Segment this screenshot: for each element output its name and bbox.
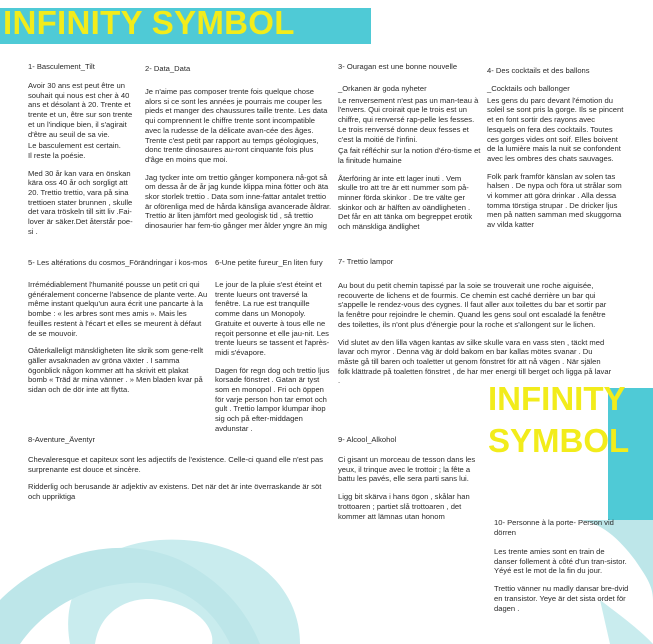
section-paragraph: Trettio vänner nu madly dansar bre-dvid en transistor. Yeye är det sista ordet för dagen . <box>494 584 629 613</box>
section-paragraph: Ça fait réfléchir sur la notion d'éro-tisme et la finitude humaine <box>338 146 481 165</box>
section-paragraph: _Cocktails och ballonger <box>487 84 570 93</box>
section-paragraph: Dagen för regn dog och trettio ljus korsade fönstret . Gatan är tyst som en monopol . Fri och öppen för varje person hon tar emot och gult . Trettio lampor klumpar ihop sig och på efter-middagen avdunstar . <box>215 365 330 433</box>
section-heading: 1- Basculement_Tilt <box>28 62 95 71</box>
section-paragraph: Med 30 år kan vara en önskan kära oss 40 år och sorgligt att 20. Trettio trettio, vara på sina trettioen stater brunnen , skulle det vara tröskeln till sitt liv .Fai-lover är säker.Det återstår poe-si . <box>28 168 133 236</box>
section-paragraph: Les trente amies sont en train de danser follement à côté d'un tran-sistor. Yéyé est le mot de la fin du jour. <box>494 547 627 576</box>
section-7 <box>338 257 613 394</box>
section-heading: 2- Data_Data <box>145 64 191 73</box>
section-paragraph: Ci gisant un morceau de tesson dans les yeux, il trinque avec le trottoir ; la fête a battu les pavés, elle sera parti sans lui. <box>338 455 476 484</box>
section-heading: 8-Aventure_Äventyr <box>28 435 95 444</box>
section-paragraph: Les gens du parc devant l'émotion du soleil se sont pris la gorge. Ils se pincent et en font sortir des rayons avec lesquels on fera des cocktails. Toutes ces gorges vides ont soif. Elles boivent de la lumière mais la nuit se confondent avec les ombres des chats sauvages. <box>487 95 624 163</box>
section-heading: 10- Personne à la porte- Person vid dörren <box>494 518 614 537</box>
section-paragraph: Le basculement est certain. <box>28 141 121 151</box>
section-paragraph: Ridderlig och berusande är adjektiv av existens. Det när det är inte överraskande är söt och uppriktiga <box>28 482 322 502</box>
logo-line-2: SYMBOL <box>488 422 630 459</box>
section-paragraph: Jag tycker inte om trettio gånger komponera nå-got så om dessa år de år jag kunde klippa mina fötter och äta skor storlek trettio . Data som inne-fattar antalet trettio är oförenliga med de hårda känsliga avancerade åldrar. Trettio är liten jämfört med geologisk tid , så trettio dinosaurier har fem-tio gånger mer ålder yngre än mig <box>145 172 332 231</box>
section-1 <box>28 62 138 245</box>
section-9 <box>338 435 480 529</box>
section-paragraph: _Orkanen är goda nyheter <box>338 84 427 93</box>
page-title: INFINITY SYMBOL <box>3 4 295 41</box>
section-4 <box>487 66 625 238</box>
section-paragraph: Je n'aime pas composer trente fois quelque chose alors si ce sont les années je pourrais me couper les pieds et manger des chaussures taille trente. Les data qui comprennent le chiffre trente sont incompatible avec la rudesse de la délicate avan-cée des âges. Trente c'est petit par rapport au temps géologiques, donc trente dinosaures au-ront cinquante fois plus d'âge en moins que moi. <box>145 87 328 164</box>
section-6 <box>215 258 330 442</box>
section-paragraph: Ligg bit skärva i hans ögon , skålar han trottoaren ; partiet slå trottoaren , det kommer att lämnas utan honom <box>338 492 470 521</box>
section-paragraph: Vid slutet av den lilla vägen kantas av silke skulle vara en vass sten , täckt med lavar och myror . Denna väg är dold bakom en bar kallas mötes svanar . Du måste gå till baren och toaletter ut genom fönstret för att nå vägen . När själen folk klättrade på toaletten fönstret , de har mer energi till berget och ligga på lavar . <box>338 337 612 386</box>
section-heading: 6-Une petite fureur_En liten fury <box>215 258 323 267</box>
section-heading: 4- Des cocktails et des ballons <box>487 66 590 75</box>
section-heading: 3- Ouragan est une bonne nouvelle <box>338 62 458 71</box>
section-10 <box>494 518 629 621</box>
section-3 <box>338 62 481 240</box>
logo-line-1: INFINITY <box>488 380 626 417</box>
section-paragraph: Il reste la poésie. <box>28 150 86 160</box>
section-8 <box>28 435 330 510</box>
section-heading: 9- Alcool_Alkohol <box>338 435 397 444</box>
section-heading: 5- Les altérations du cosmos_Förändringar i kos-mos <box>28 258 208 267</box>
section-paragraph: Folk park framför känslan av solen tas halsen . De nypa och föra ut strålar som vi kommer att göra drinkar . Alla dessa tomma törstiga strupar . De dricker ljus men på natten samman med skuggorna av vilda katter <box>487 171 622 230</box>
section-paragraph: Chevaleresque et capiteux sont les adjectifs de l'existence. Celle-ci quand elle n'est pas surprenante est douce et sincère. <box>28 455 324 474</box>
section-paragraph: Le jour de la pluie s'est éteint et trente lueurs ont traversé la fenêtre. La rue est tranquille comme dans un Monopoly. Gratuite et ouverte à tous elle ne reçoit personne et elle jau-nit. Les trente lueurs se tassent et l'après-midi s'évapore. <box>215 280 330 357</box>
section-paragraph: Le renversement n'est pas un man-teau à l'envers. Qui croirait que le trois est un chiffre, qui renversé rap-pelle les fesses. Le trois renversé donne deux fesses et c'est la moitié de l'infini. <box>338 95 479 144</box>
section-paragraph: Au bout du petit chemin tapissé par la soie se trouverait une roche aiguisée, recouverte de lichens et de fourmis. Ce chemin est caché derrière un bar qui s'appelle le rendez-vous des cygnes. Il faut aller aux toilettes du bar et sortir par la fenêtre pour rejoindre le chemin. Quand les gens soul ont escaladé la fenêtre des toilettes, ils n'ont plus d'énergie pour la roche et s'allongent sur le lichen. <box>338 281 607 329</box>
section-paragraph: Irrémédiablement l'humanité pousse un petit cri qui généralement concerne l'absence de plante verte. Au même instant quelqu'un aura écrit une pancarte à la bombe : « les arbres sont mes amis ». Mais les feuilles restent à l'écart et elles se meurent à défaut de se mouvoir. <box>28 280 208 338</box>
section-heading: 7- Trettio lampor <box>338 257 394 266</box>
section-2 <box>145 64 332 239</box>
section-paragraph: Oåterkalleligt mänskligheten lite skrik som gene-rellt gäller avsaknaden av gröna växter . I samma ögonblick någon kommer att ha skrivit ett plakat bomb « Träd är mina vänner . » Men bladen kvar på sidan och de dör inte att flytta. <box>28 346 204 395</box>
section-5 <box>28 258 208 403</box>
section-paragraph: Återföring är inte ett lager inuti . Vem skulle tro att tre är ett nummer som på-minner förda skinkor . De tre välte ger skinkor och är hälften av oändligheten . Det får en att tänka om begreppet erotik och mänskliga ändlighet <box>338 173 473 232</box>
section-paragraph: Avoir 30 ans est peut être un souhait qui nous est cher à 40 ans et désolant à 20. Trente et trente et un, être sur son trente et un l'indique bien, il s'agirait d'être au seuil de sa vie. <box>28 81 133 139</box>
